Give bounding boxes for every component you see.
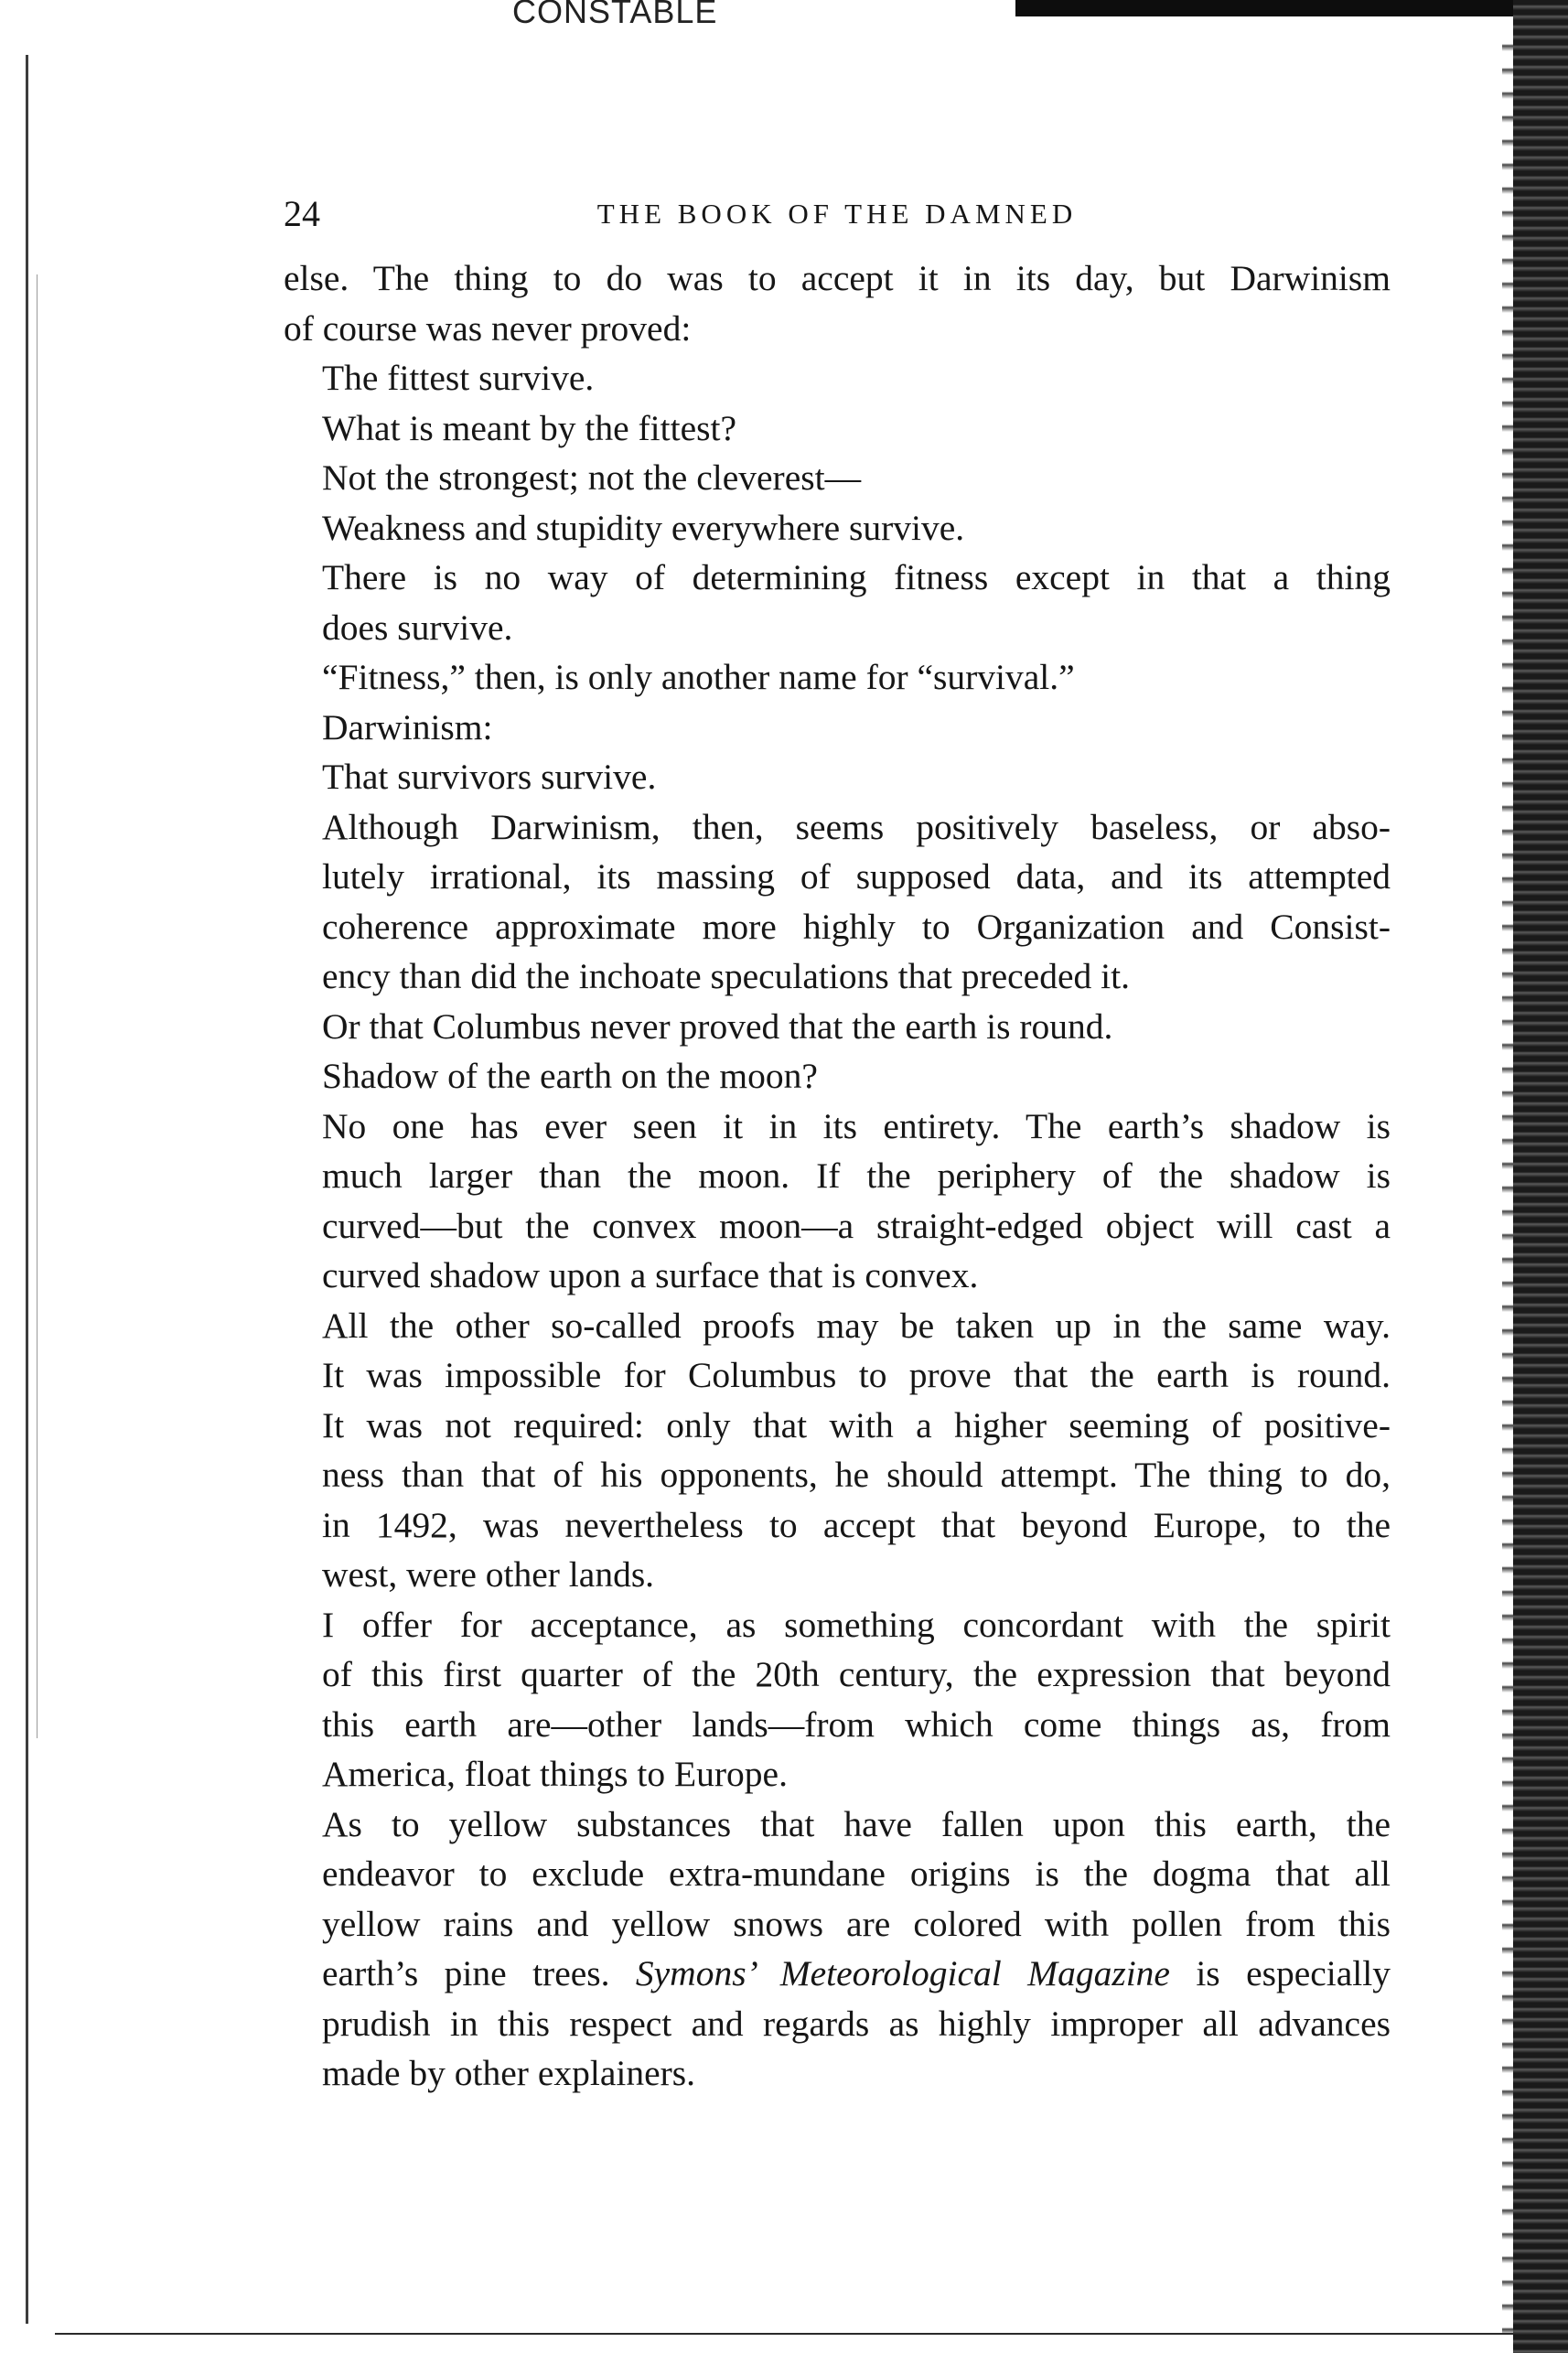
paragraph: [284, 503, 1391, 553]
paragraph: [284, 703, 1391, 753]
text-line: What is meant by the fittest?: [322, 407, 737, 448]
paragraph: [284, 353, 1391, 403]
text-line: lutely irrational, its massing of supposed data, and its attempted: [322, 856, 1391, 897]
text-line: Although Darwinism, then, seems positively baseless, or abso-: [322, 806, 1391, 847]
text-span: earth’s pine trees.: [322, 1953, 636, 1993]
text-line: It was not required: only that with a higher seeming of positive-: [322, 1404, 1391, 1445]
text-line: ency than did the inchoate speculations that preceded it.: [322, 956, 1130, 996]
scan-top-shadow: [1015, 0, 1568, 16]
text-line: It was impossible for Columbus to prove that the earth is round.: [322, 1355, 1391, 1395]
text-line: much larger than the moon. If the periphery of the shadow is: [322, 1155, 1391, 1196]
paragraph: [284, 1800, 1391, 2099]
scan-right-edge: [1513, 0, 1568, 2353]
scan-left-edge-thin: [37, 274, 38, 1738]
text-line: The fittest survive.: [322, 358, 595, 398]
text-line: As to yellow substances that have fallen upon this earth, the: [322, 1803, 1391, 1844]
text-line: Darwinism:: [322, 706, 493, 747]
scan-left-edge: [26, 55, 28, 2324]
text-line: does survive.: [322, 607, 513, 648]
paragraph: [284, 1051, 1391, 1101]
text-line: prudish in this respect and regards as highly improper all advances: [322, 2003, 1391, 2044]
paragraph: [284, 1002, 1391, 1052]
text-line: All the other so-called proofs may be taken up in the same way.: [322, 1305, 1391, 1346]
text-line: “Fitness,” then, is only another name for “survival.”: [322, 657, 1075, 697]
paragraph: [284, 1600, 1391, 1800]
text-line: Weakness and stupidity everywhere survive.: [322, 507, 965, 548]
text-line: of this first quarter of the 20th century, the expression that beyond: [322, 1654, 1391, 1694]
text-line: That survivors survive.: [322, 757, 657, 797]
scan-bottom-edge: [55, 2333, 1513, 2335]
text-line: Or that Columbus never proved that the earth is round.: [322, 1005, 1113, 1047]
paragraph: [284, 1301, 1391, 1600]
publisher-stamp: CONSTABLE: [512, 0, 718, 30]
page-header: [284, 192, 1391, 238]
text-line: else. The thing to do was to accept it in its day, but Darwinism: [284, 258, 1391, 298]
text-line: curved—but the convex moon—a straight-edged object will cast a: [322, 1205, 1391, 1246]
text-line: this earth are—other lands—from which come things as, from: [322, 1703, 1391, 1745]
text-line: ness than that of his opponents, he should attempt. The thing to do,: [322, 1455, 1391, 1495]
text-line: [284, 1949, 1391, 1999]
text-line: No one has ever seen it in its entirety. The earth’s shadow is: [322, 1105, 1391, 1146]
text-line: I offer for acceptance, as something concordant with the spirit: [322, 1604, 1391, 1645]
scan-right-edge-fringe: [1502, 27, 1513, 2333]
text-line: Shadow of the earth on the moon?: [322, 1056, 818, 1096]
paragraph: [284, 752, 1391, 802]
text-line: in 1492, was nevertheless to accept that beyond Europe, to the: [322, 1504, 1391, 1545]
paragraph: [284, 652, 1391, 703]
text-span: is especially: [1169, 1953, 1391, 1993]
paragraph: [284, 1101, 1391, 1301]
paragraph: [284, 553, 1391, 652]
paragraph: [284, 253, 1391, 353]
text-line: curved shadow upon a surface that is convex.: [322, 1255, 979, 1295]
journal-title: Symons’ Meteorological Magazine: [635, 1953, 1170, 1993]
text-line: made by other explainers.: [322, 2053, 696, 2093]
text-line: There is no way of determining fitness except in that a thing: [322, 557, 1391, 597]
page-number: 24: [284, 193, 320, 234]
paragraph: [284, 403, 1391, 454]
text-line: yellow rains and yellow snows are colored with pollen from this: [322, 1903, 1391, 1944]
text-line: endeavor to exclude extra-mundane origins is the dogma that all: [322, 1853, 1391, 1894]
text-line: west, were other lands.: [322, 1554, 655, 1595]
text-line: of course was never proved:: [284, 307, 692, 349]
paragraph: [284, 802, 1391, 1002]
text-line: Not the strongest; not the cleverest—: [322, 457, 862, 498]
text-line: coherence approximate more highly to Organization and Consist-: [322, 906, 1391, 947]
paragraph: [284, 453, 1391, 503]
running-title: THE BOOK OF THE DAMNED: [596, 198, 1078, 230]
text-line: America, float things to Europe.: [322, 1754, 788, 1794]
body-text: [284, 253, 1391, 2099]
